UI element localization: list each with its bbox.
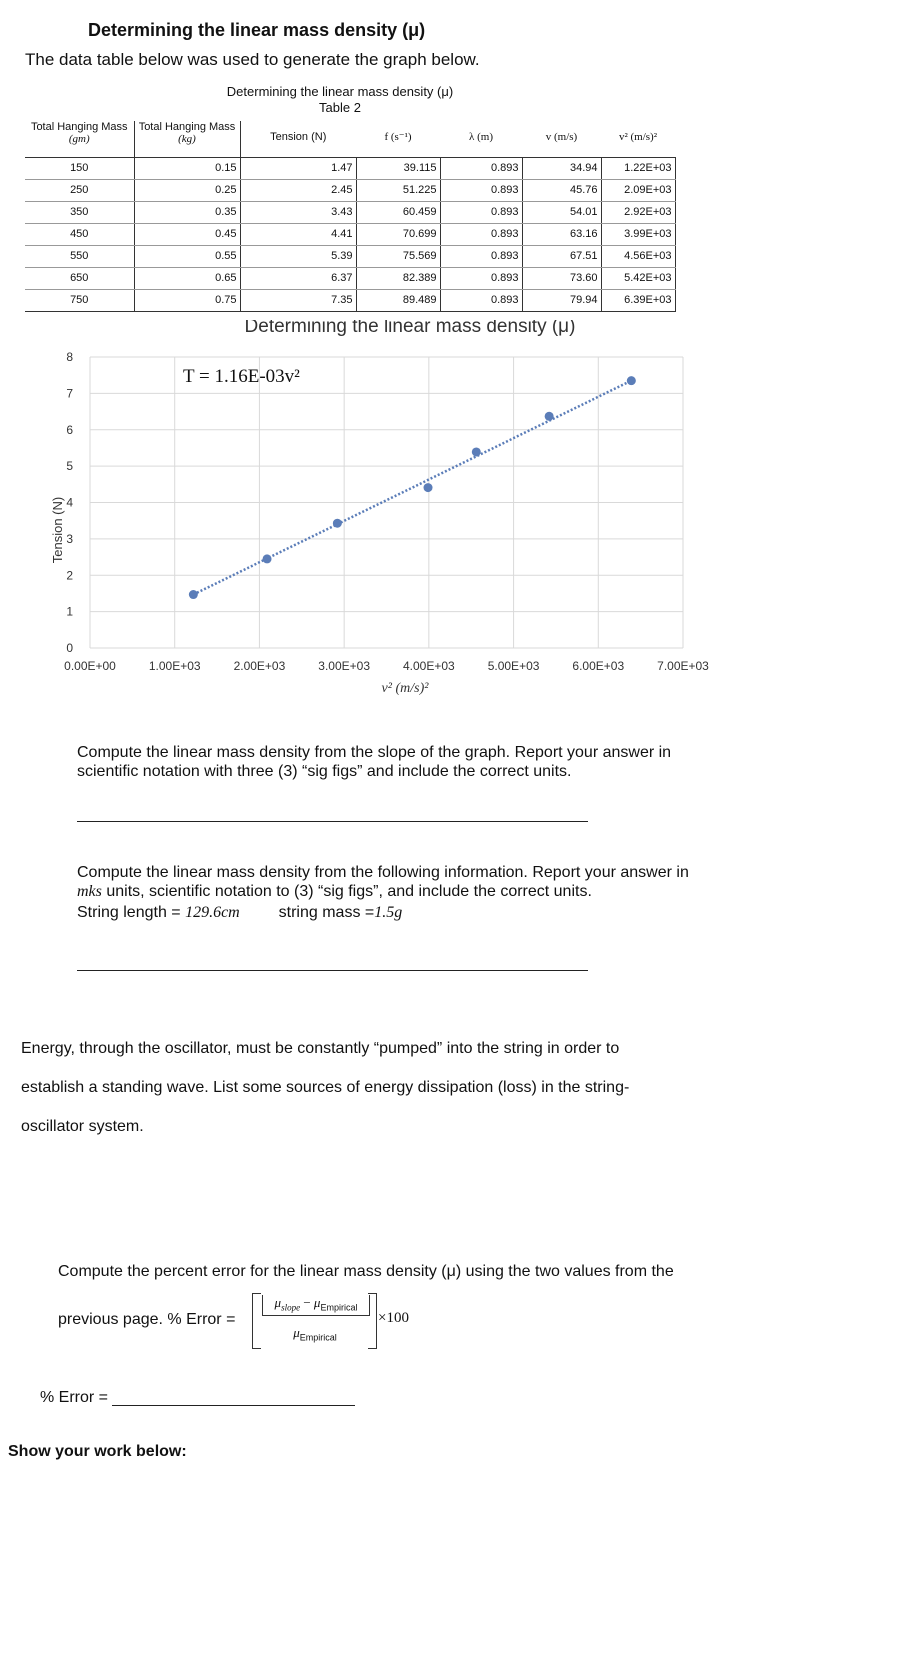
y-axis-label: Tension (N)	[50, 496, 65, 564]
table-row	[25, 179, 675, 201]
x-tick-label: 1.00E+03	[148, 659, 201, 673]
table-cell: 60.459	[356, 201, 440, 223]
table-row	[25, 223, 675, 245]
table-cell: 0.65	[134, 267, 240, 289]
header-velocity: v (m/s)	[522, 121, 601, 157]
y-tick-label: 0	[66, 641, 73, 655]
table-cell: 0.45	[134, 223, 240, 245]
table-cell: 4.56E+03	[601, 245, 675, 267]
table-cell: 750	[25, 289, 134, 311]
y-tick-labels	[66, 350, 73, 655]
table-cell: 67.51	[522, 245, 601, 267]
x-tick-label: 5.00E+03	[487, 659, 540, 673]
table-cell: 0.25	[134, 179, 240, 201]
intro-text: The data table below was used to generate the graph below.	[25, 50, 480, 69]
data-point	[333, 519, 342, 528]
table-cell: 350	[25, 201, 134, 223]
table-cell: 0.55	[134, 245, 240, 267]
question-3: Energy, through the oscillator, must be constantly “pumped” into the string in order to establish a standing wave. List some sources of energy dissipation (loss) in the string- oscillator system.	[21, 1040, 630, 1135]
table-cell: 79.94	[522, 289, 601, 311]
header-frequency: f (s⁻¹)	[356, 121, 440, 157]
table-row	[25, 201, 675, 223]
table-cell: 550	[25, 245, 134, 267]
table-cell: 51.225	[356, 179, 440, 201]
table-cell: 0.893	[440, 267, 522, 289]
table-subtitle: Table 2	[319, 100, 361, 115]
table-cell: 0.893	[440, 245, 522, 267]
y-tick-label: 2	[66, 568, 73, 583]
table-row	[25, 245, 675, 267]
show-work-label: Show your work below:	[8, 1443, 187, 1460]
x-tick-label: 2.00E+03	[233, 659, 286, 673]
data-points	[189, 376, 636, 599]
table-caption	[140, 84, 540, 116]
x-tick-label: 7.00E+03	[657, 659, 709, 673]
table-cell: 0.893	[440, 223, 522, 245]
table-row	[25, 157, 675, 179]
table-cell: 4.41	[240, 223, 356, 245]
percent-error-formula	[252, 1293, 377, 1349]
table-cell: 650	[25, 267, 134, 289]
y-tick-label: 7	[66, 386, 73, 401]
data-point	[263, 554, 272, 563]
data-table	[25, 121, 676, 312]
chart	[40, 320, 720, 710]
table-cell: 0.893	[440, 179, 522, 201]
table-cell: 0.893	[440, 289, 522, 311]
formula-denominator: $\mu_{Empirical}$	[293, 1325, 337, 1343]
y-tick-label: 5	[66, 459, 73, 474]
x-tick-labels	[64, 659, 709, 673]
table-cell: 5.42E+03	[601, 267, 675, 289]
table-cell: 250	[25, 179, 134, 201]
data-point	[627, 376, 636, 385]
table-cell: 2.92E+03	[601, 201, 675, 223]
x-tick-label: 0.00E+00	[64, 659, 116, 673]
table-cell: 7.35	[240, 289, 356, 311]
percent-error-answer-line[interactable]	[112, 1405, 355, 1406]
table-cell: 63.16	[522, 223, 601, 245]
x-tick-label: 3.00E+03	[318, 659, 371, 673]
table-cell: 0.893	[440, 201, 522, 223]
y-tick-label: 3	[66, 531, 73, 546]
table-cell: 6.37	[240, 267, 356, 289]
table-cell: 75.569	[356, 245, 440, 267]
table-cell: 34.94	[522, 157, 601, 179]
table-cell: 0.35	[134, 201, 240, 223]
table-cell: 70.699	[356, 223, 440, 245]
formula-numerator: $\mu_{slope} - \mu_{Empirical}$	[262, 1295, 370, 1316]
table-cell: 73.60	[522, 267, 601, 289]
header-mass-kg: Total Hanging Mass (kg)	[134, 121, 240, 157]
page-heading: Determining the linear mass density (μ)	[88, 20, 426, 40]
x-axis-label: v² (m/s)²	[381, 681, 429, 696]
question-1: Compute the linear mass density from the slope of the graph. Report your answer in scientific notation with three (3) “sig figs” and include the correct units.	[77, 744, 672, 780]
table-cell: 0.893	[440, 157, 522, 179]
table-cell: 0.75	[134, 289, 240, 311]
table-row	[25, 267, 675, 289]
table-cell: 39.115	[356, 157, 440, 179]
string-length-value: 129.6cm	[185, 904, 240, 921]
table-cell: 54.01	[522, 201, 601, 223]
table-cell: 1.22E+03	[601, 157, 675, 179]
chart-equation: T = 1.16E-03v²	[183, 366, 300, 387]
table-cell: 2.09E+03	[601, 179, 675, 201]
table-cell: 3.43	[240, 201, 356, 223]
y-tick-label: 1	[66, 604, 73, 619]
answer-line-1[interactable]	[77, 821, 588, 822]
table-cell: 45.76	[522, 179, 601, 201]
data-point	[189, 590, 198, 599]
table-cell: 450	[25, 223, 134, 245]
x-tick-label: 6.00E+03	[572, 659, 625, 673]
table-cell: 2.45	[240, 179, 356, 201]
header-velocity-squared: v² (m/s)²	[601, 121, 675, 157]
gridlines	[90, 357, 683, 648]
table-cell: 1.47	[240, 157, 356, 179]
table-cell: 6.39E+03	[601, 289, 675, 311]
formula-times-100: ×100	[378, 1310, 409, 1326]
header-wavelength: λ (m)	[440, 121, 522, 157]
table-cell: 82.389	[356, 267, 440, 289]
y-tick-label: 6	[66, 422, 73, 437]
table-cell: 3.99E+03	[601, 223, 675, 245]
answer-line-2[interactable]	[77, 970, 588, 971]
data-point	[545, 412, 554, 421]
percent-error-label: % Error =	[40, 1389, 109, 1406]
header-mass-gm: Total Hanging Mass (gm)	[25, 121, 134, 157]
string-mass-value: 1.5g	[374, 904, 403, 921]
table-cell: 89.489	[356, 289, 440, 311]
table-title: Determining the linear mass density (μ)	[226, 84, 454, 99]
y-tick-label: 8	[66, 350, 73, 364]
table-row	[25, 289, 675, 311]
header-tension: Tension (N)	[240, 121, 356, 157]
data-point	[424, 483, 433, 492]
question-4-line-2: previous page. % Error =	[58, 1311, 236, 1328]
question-2: Compute the linear mass density from the following information. Report your answer in mks units, scientific notation to (3) “sig figs”, and include the correct units. String length = 129.6cm string mass =1.5g	[77, 864, 689, 921]
x-tick-label: 4.00E+03	[402, 659, 455, 673]
table-cell: 5.39	[240, 245, 356, 267]
table-cell: 150	[25, 157, 134, 179]
chart-title: Determining the linear mass density (μ)	[244, 320, 576, 337]
y-tick-label: 4	[66, 495, 73, 510]
data-point	[472, 447, 481, 456]
question-4: Compute the percent error for the linear mass density (μ) using the two values from the	[58, 1263, 674, 1280]
table-cell: 0.15	[134, 157, 240, 179]
table-header-row	[25, 121, 675, 157]
